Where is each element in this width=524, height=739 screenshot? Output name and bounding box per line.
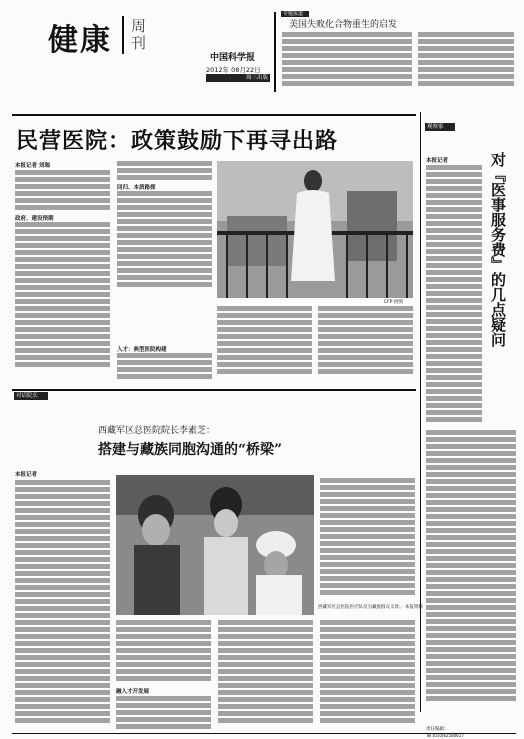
masthead-subtitle: 周刊 [131,17,147,52]
lead-text-d [117,191,212,291]
right-text-a [426,165,482,427]
bottom-subhead: 融入才开发展 [116,689,150,695]
lead-photo-credit: CFP 供图 [384,300,403,305]
masthead-title: 健康 [48,23,112,58]
lead-subhead-3: 入才：典型医院构建 [117,347,167,353]
paper-name: 中国科学报 [210,53,256,63]
right-text-b [426,430,516,710]
footer-editor: 责任编辑： [426,727,449,732]
lead-text-a [15,170,110,210]
section-tag: 专题报道 [283,11,304,17]
lead-text-f [217,306,312,378]
right-byline: 本报记者 [426,158,449,164]
right-column-divider [420,112,421,712]
lead-text-g [318,306,413,378]
top-story-text-col1 [282,32,412,92]
lead-subhead-2: 回归、本质路探 [117,185,156,191]
bottom-text-e [218,620,313,730]
top-story-text-col2 [418,32,514,92]
issue-date: 2012年 08月22日 [206,66,261,74]
bottom-photo [116,475,314,615]
bottom-text-d [116,696,211,730]
bottom-photo-caption: 西藏军区总医院医疗队员为藏族群众义诊。 本报资料 [318,605,423,610]
lead-subhead-1: 政府、建设预期 [15,216,54,222]
rule-lead-top [12,114,416,116]
lead-headline: 民营医院：政策鼓励下再寻出路 [16,128,339,154]
lead-photo-illustration [217,161,413,298]
top-story-headline: 美国失败化合物重生的启发 [289,20,398,30]
bottom-text-f [320,620,415,730]
issue-label: 周三出版 [246,75,269,81]
bottom-text-a [15,480,110,730]
lead-photo [217,161,413,298]
bottom-section-tag: 对话院长 [16,393,39,399]
bottom-text-b [320,478,415,600]
right-headline: 对『医事服务费』的几点疑问 [489,152,507,347]
lead-text-b [15,222,110,367]
bottom-photo-illustration [116,475,314,615]
lead-text-e [117,353,212,381]
footer-contact: Tel:(010)62580617 [426,733,464,738]
rule-bottom-top [12,389,416,391]
masthead-divider [122,16,124,54]
bottom-kicker: 西藏军区总医院院长李素芝： [98,426,216,436]
lead-byline: 本报记者 刘瑞 [15,163,50,169]
bottom-text-c [116,620,211,682]
lead-text-c [117,161,212,181]
top-divider [274,12,276,92]
right-section-tag: 观察家 [427,124,444,130]
bottom-byline: 本报记者 [15,472,38,478]
bottom-headline: 搭建与藏族同胞沟通的“桥梁” [98,442,283,458]
